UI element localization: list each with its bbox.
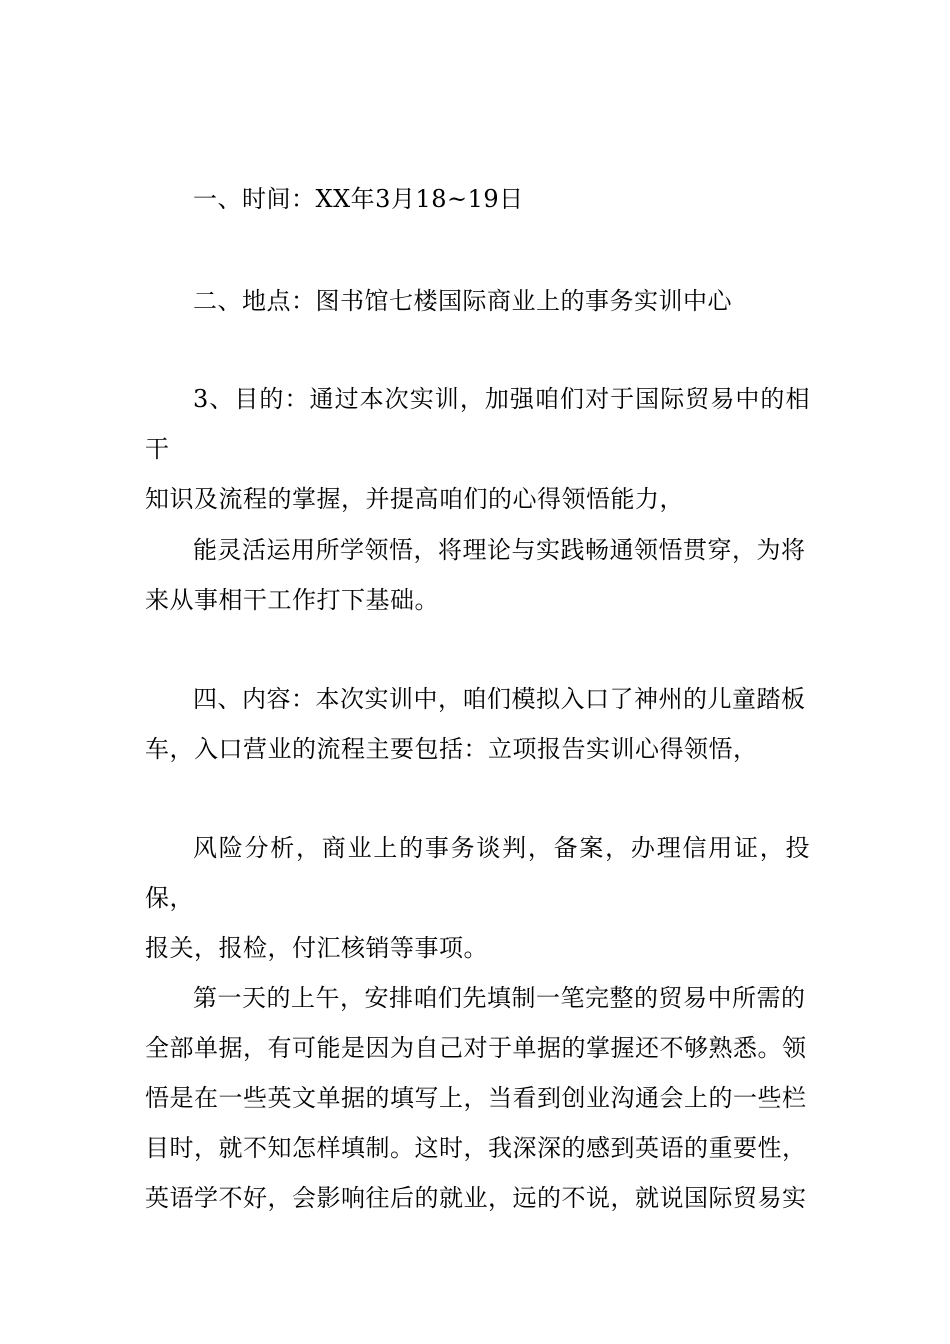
paragraph-line: 二、地点：图书馆七楼国际商业上的事务实训中心	[193, 287, 732, 315]
paragraph-line: 来从事相干工作打下基础。	[145, 586, 439, 614]
paragraph-procedures	[145, 823, 810, 973]
paragraph-location	[145, 276, 810, 326]
paragraph-line: 风险分析，商业上的事务谈判，备案，办理信用证，投保，	[145, 834, 810, 912]
paragraph-line: 车，入口营业的流程主要包括：立项报告实训心得领悟，	[145, 735, 758, 763]
paragraph-content	[145, 674, 810, 774]
paragraph-application	[145, 525, 810, 625]
paragraph-line: 3、目的：通过本次实训，加强咱们对于国际贸易中的相干	[145, 385, 810, 463]
paragraph-line: 四、内容：本次实训中，咱们模拟入口了神州的儿童踏板	[193, 685, 806, 713]
paragraph-line: 能灵活运用所学领悟，将理论与实践畅通领悟贯穿，为将	[193, 536, 806, 564]
paragraph-purpose	[145, 374, 810, 524]
paragraph-line: 目时，就不知怎样填制。这时，我深深的感到英语的重要性，	[145, 1134, 807, 1162]
paragraph-line: 悟是在一些英文单据的填写上，当看到创业沟通会上的一些栏	[145, 1084, 807, 1112]
paragraph-time	[145, 174, 810, 224]
paragraph-line: 一、时间：XX年3月18~19日	[193, 185, 524, 213]
paragraph-line: 全部单据，有可能是因为自己对于单据的掌握还不够熟悉。领	[145, 1034, 807, 1062]
paragraph-line: 英语学不好，会影响往后的就业，远的不说，就说国际贸易实	[145, 1184, 807, 1212]
paragraph-line: 报关，报检，付汇核销等事项。	[145, 934, 488, 962]
paragraph-line: 第一天的上午，安排咱们先填制一笔完整的贸易中所需的	[193, 984, 806, 1012]
paragraph-line: 知识及流程的掌握，并提高咱们的心得领悟能力，	[145, 485, 684, 513]
paragraph-first-day	[145, 973, 810, 1223]
